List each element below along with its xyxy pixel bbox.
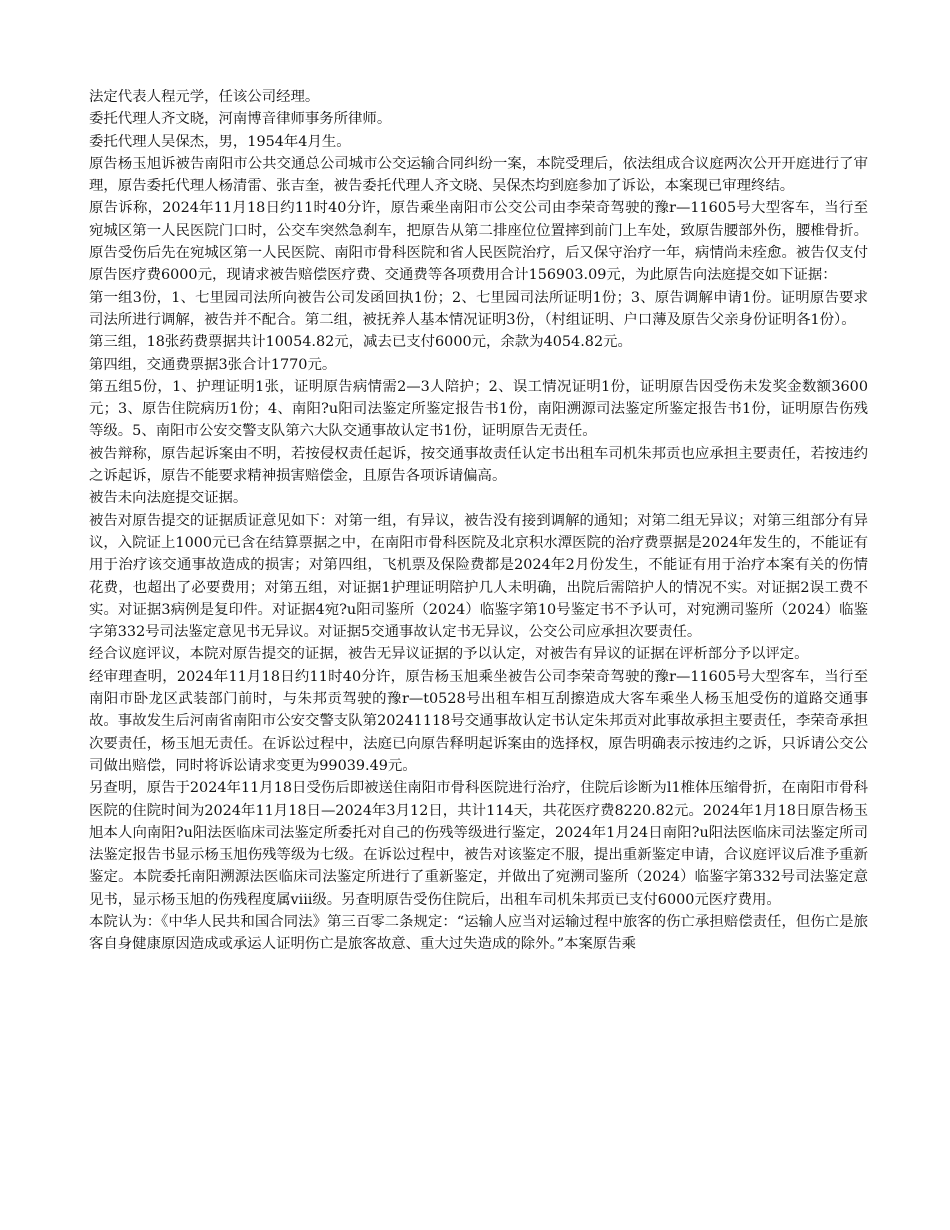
paragraph-legal-representative: 法定代表人程元学，任该公司经理。 xyxy=(89,89,320,105)
paragraph-defendant-defense: 被告辩称，原告起诉案由不明，若按侵权责任起诉，按交通事故责任认定书出租车司机朱邦贡也应承担主要责任，若按违约之诉起诉，原告不能要求精神损害赔偿金，且原告各项诉请偏高。 xyxy=(89,445,868,485)
document-body xyxy=(89,86,868,956)
paragraph-evidence-group-3: 第三组，18张药费票据共计10054.82元，减去已支付6000元，余款为4054.82元。 xyxy=(89,334,632,351)
paragraph-agent-qi: 委托代理人齐文晓，河南博音律师事务所律师。 xyxy=(89,111,392,128)
paragraph-agent-wu: 委托代理人吴保杰，男，1954年4月生。 xyxy=(89,133,351,150)
paragraph-evidence-group-1-2: 第一组3份，1、七里园司法所向被告公司发函回执1份；2、七里园司法所证明1份；3、原告调解申请1份。证明原告要求司法所进行调解，被告并不配合。第二组，被抚养人基本情况证明3份，（村组证明、户口薄及原告父亲身份证明各1份）。 xyxy=(89,289,868,328)
paragraph-facts-found: 经审理查明，2024年11月18日约11时40分许，原告杨玉旭乘坐被告公司李荣奇驾驶的豫r—11605号大型客车，当行至南阳市卧龙区武装部门前时，与朱邦贡驾驶的豫r—t0528号出租车相互刮擦造成大客车乘坐人杨玉旭受伤的道路交通事故。事故发生后河南省南阳市公安交警支队第20241118号交通事故认定书认定朱邦贡对此事故承担主要责任，李荣奇承担次要责任，杨玉旭无责任。在诉讼过程中，法庭已向原告释明起诉案由的选择权，原告明确表示按违约之诉，只诉请公交公司做出赔偿，同时将诉讼请求变更为99039.49元。 xyxy=(89,668,868,774)
paragraph-case-intro: 原告杨玉旭诉被告南阳市公共交通总公司城市公交运输合同纠纷一案，本院受理后，依法组成合议庭两次公开开庭进行了审理，原告委托代理人杨清雷、张吉奎，被告委托代理人齐文晓、吴保杰均到庭参加了诉讼，本案现已审理终结。 xyxy=(89,155,868,195)
paragraph-evidence-group-4: 第四组，交通费票据3张合计1770元。 xyxy=(89,356,337,373)
paragraph-court-opinion: 本院认为：《中华人民共和国合同法》第三百零二条规定：“运输人应当对运输过程中旅客的伤亡承担赔偿责任，但伤亡是旅客自身健康原因造成或承运人证明伤亡是旅客故意、重大过失造成的除外。”本案原告乘 xyxy=(89,913,868,953)
paragraph-cross-examination: 被告对原告提交的证据质证意见如下：对第一组，有异议，被告没有接到调解的通知；对第二组无异议；对第三组部分有异议，入院证上1000元已含在结算票据之中，在南阳市骨科医院及北京积水潭医院的治疗费票据是2024年发生的，不能证有用于治疗该交通事故造成的损害；对第四组，飞机票及保险费都是2024年2月份发生，不能证有用于治疗本案有关的伤情花费，也超出了必要费用；对第五组，对证据1护理证明陪护几人未明确，出院后需陪护人的情况不实。对证据2误工费不实。对证据3病例是复印件。对证据4宛?u阳司鉴所（2024）临鉴字第10号鉴定书不予认可，对宛溯司鉴所（2024）临鉴字第332号司法鉴定意见书无异议。对证据5交通事故认定书无异议，公交公司应承担次要责任。 xyxy=(89,512,868,641)
paragraph-defendant-no-evidence: 被告未向法庭提交证据。 xyxy=(89,490,248,507)
paragraph-plaintiff-claim: 原告诉称，2024年11月18日约11时40分许，原告乘坐南阳市公交公司由李荣奇驾驶的豫r—11605号大型客车，当行至宛城区第一人民医院门口时，公交车突然急刹车，把原告从第二排座位位置摔到前门上车处，致原告腰部外伤，腰椎骨折。原告受伤后先在宛城区第一人民医院、南阳市骨科医院和省人民医院治疗，后又保守治疗一年，病情尚未痊愈。被告仅支付原告医疗费6000元，现请求被告赔偿医疗费、交通费等各项费用合计156903.09元，为此原告向法庭提交如下证据： xyxy=(89,200,868,284)
paragraph-evidence-group-5: 第五组5份，1、护理证明1张，证明原告病情需2—3人陪护；2、误工情况证明1份，证明原告因受伤未发奖金数额3600元；3、原告住院病历1份；4、南阳?u阳司法鉴定所鉴定报告书1份，南阳溯源司法鉴定所鉴定报告书1份，证明原告伤残等级。5、南阳市公安交警支队第六大队交通事故认定书1份，证明原告无责任。 xyxy=(89,378,868,440)
paragraph-panel-review: 经合议庭评议，本院对原告提交的证据，被告无异议证据的予以认定，对被告有异议的证据在评析部分予以评定。 xyxy=(89,646,809,663)
paragraph-further-facts: 另查明，原告于2024年11月18日受伤后即被送住南阳市骨科医院进行治疗，住院后诊断为l1椎体压缩骨折，在南阳市骨科医院的住院时间为2024年11月18日—2024年3月12日，共计114天，共花医疗费8220.82元。2024年1月18日原告杨玉旭本人向南阳?u阳法医临床司法鉴定所委托对自己的伤残等级进行鉴定，2024年1月24日南阳?u阳法医临床司法鉴定所司法鉴定报告书显示杨玉旭伤残等级为七级。在诉讼过程中，被告对该鉴定不服，提出重新鉴定申请，合议庭评议后准予重新鉴定。本院委托南阳溯源法医临床司法鉴定所进行了重新鉴定，并做出了宛溯司鉴所（2024）临鉴字第332号司法鉴定意见书，显示杨玉旭的伤残程度属viii级。另查明原告受伤住院后，出租车司机朱邦贡已支付6000元医疗费用。 xyxy=(89,780,868,908)
